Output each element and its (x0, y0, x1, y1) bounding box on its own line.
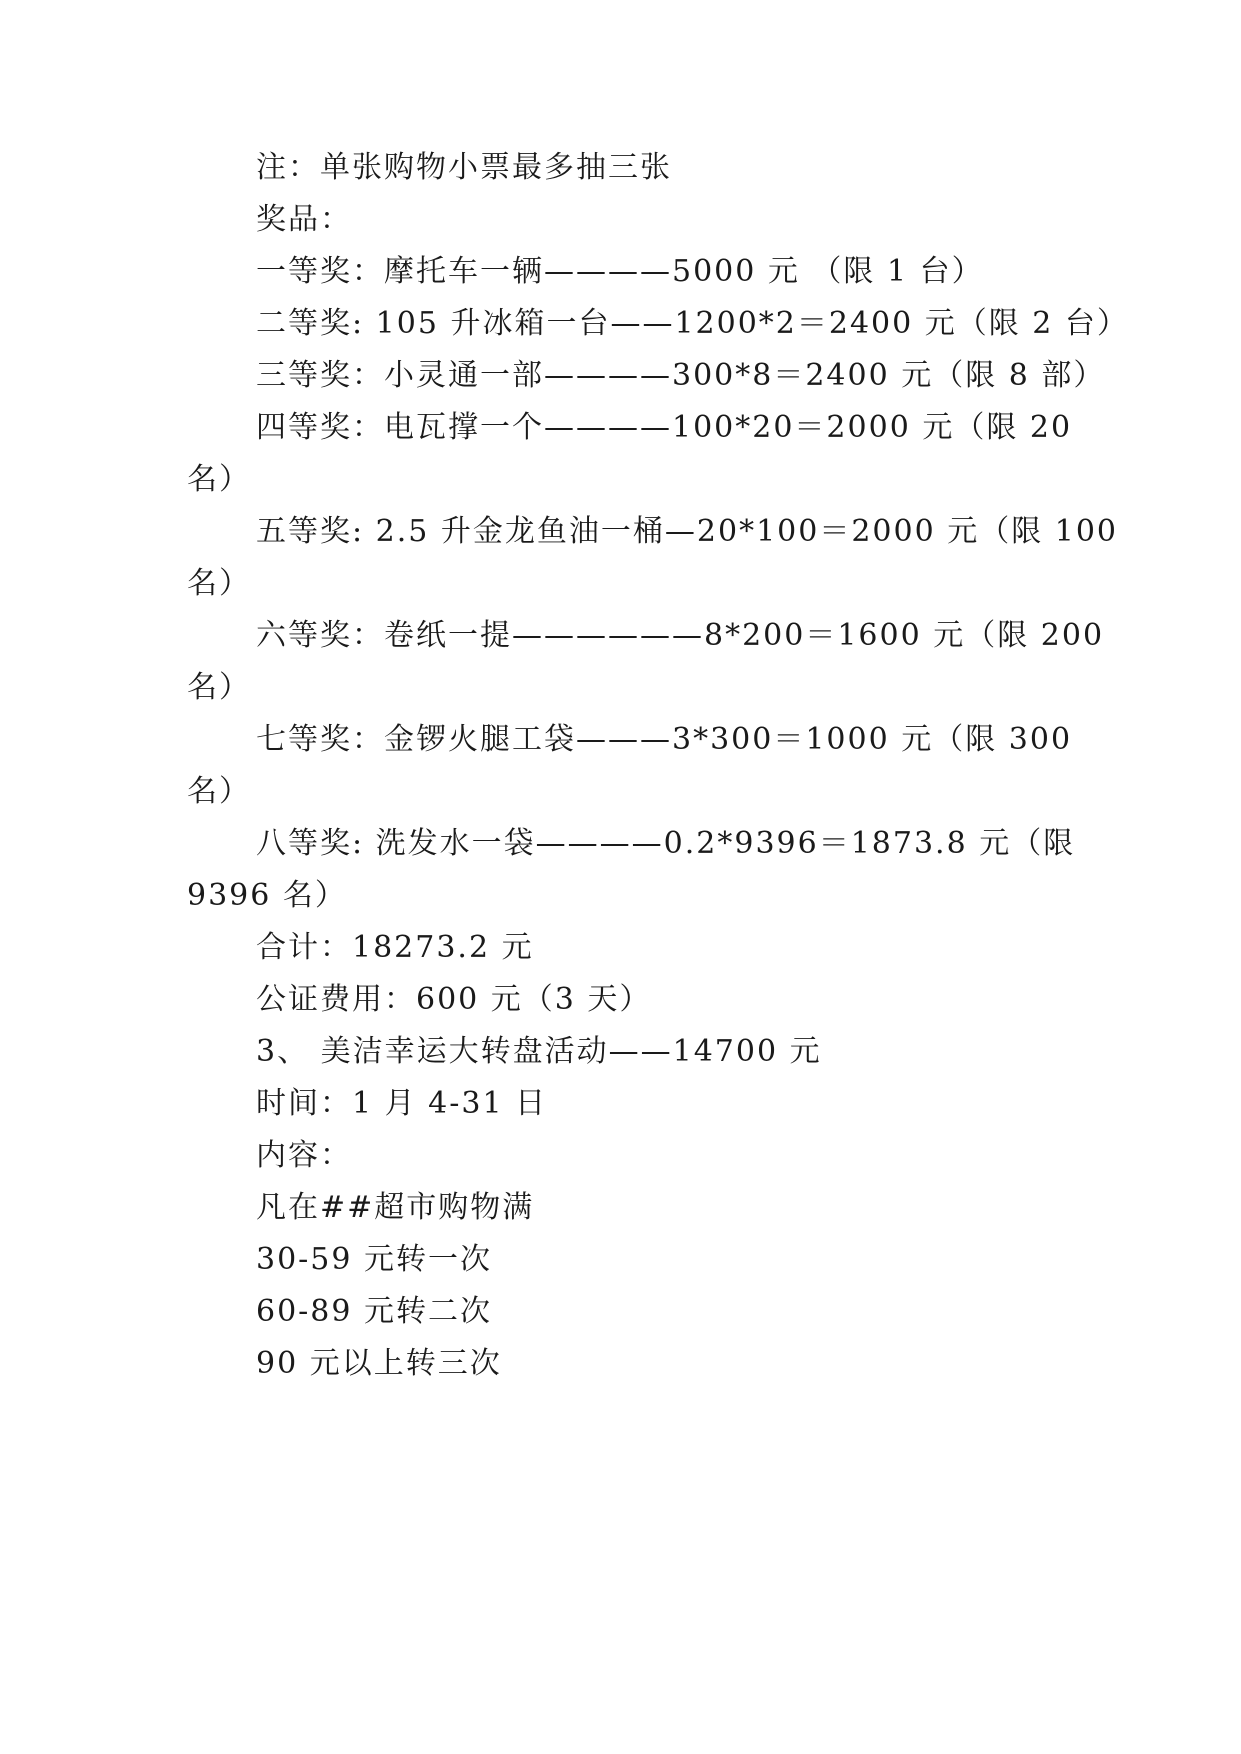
spin-rule-2: 60-89 元转二次 (256, 1294, 493, 1329)
notary-fee-line: 公证费用：600 元（3 天） (256, 982, 652, 1017)
prize-7-line: 七等奖：金锣火腿工袋———3*300＝1000 元（限 300 (256, 722, 1073, 757)
prize-4-continuation: 名） (187, 462, 251, 497)
section-3-heading: 3、 美洁幸运大转盘活动——14700 元 (256, 1034, 822, 1069)
prize-5-continuation: 名） (187, 566, 251, 601)
prize-6-line: 六等奖：卷纸一提——————8*200＝1600 元（限 200 (256, 618, 1105, 653)
prize-6-continuation: 名） (187, 670, 251, 705)
prize-1-line: 一等奖：摩托车一辆————5000 元 （限 1 台） (256, 254, 984, 289)
spin-rule-1: 30-59 元转一次 (256, 1242, 493, 1277)
prize-8-line: 八等奖: 洗发水一袋————0.2*9396＝1873.8 元（限 (256, 826, 1076, 861)
prize-7-continuation: 名） (187, 774, 251, 809)
spin-rule-3: 90 元以上转三次 (256, 1346, 502, 1381)
note-line: 注：单张购物小票最多抽三张 (256, 150, 672, 185)
prizes-heading: 奖品： (256, 202, 352, 237)
prize-8-continuation: 9396 名） (187, 878, 347, 913)
prize-3-line: 三等奖：小灵通一部————300*8＝2400 元（限 8 部） (256, 358, 1106, 393)
prize-4-line: 四等奖：电瓦撑一个————100*20＝2000 元（限 20 (256, 410, 1073, 445)
time-line: 时间：1 月 4-31 日 (256, 1086, 548, 1121)
prize-5-line: 五等奖: 2.5 升金龙鱼油一桶—20*100＝2000 元（限 100 (256, 514, 1119, 549)
condition-line: 凡在##超市购物满 (256, 1190, 535, 1225)
total-line: 合计：18273.2 元 (256, 930, 534, 965)
prize-2-line: 二等奖: 105 升冰箱一台——1200*2＝2400 元（限 2 台） (256, 306, 1129, 341)
content-heading: 内容： (256, 1138, 352, 1173)
